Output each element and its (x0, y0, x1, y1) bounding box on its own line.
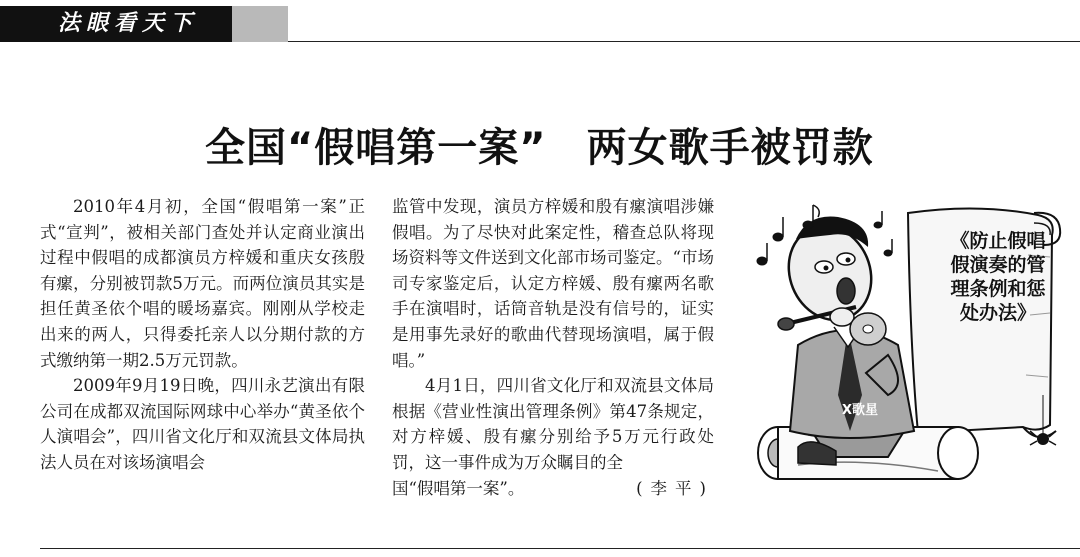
article-paragraph-end: 国“假唱第一案”。 (392, 478, 525, 498)
article-paragraph: 监管中发现，演员方梓媛和殷有瘰演唱涉嫌假唱。为了尽快对此案定性，稽查总队将现场资料等文件送到文化部市场司鉴定。“市场司专家鉴定后，认定方梓媛、殷有瘰两名歌手在演唱时，话筒音轨是没有信号的，证实是用事先录好的歌曲代替现场演唱，属于假唱。” (392, 197, 714, 370)
byline-row (392, 476, 714, 502)
headline-part-2: 两女歌手被罚款 (586, 125, 874, 171)
article-column-1 (40, 194, 365, 476)
header-divider (288, 41, 1080, 42)
article-paragraph: 2010年4月初，全国“假唱第一案”正式“宣判”，被相关部门查处并认定商业演出过程中假唱的成都演员方梓媛和重庆女孩殷有瘰，分别被罚款5万元。而两位演员其实是担任黄圣依个唱的暖场嘉宾。刚刚从学校走出来的两人，只得委托亲人以分期付款的方式缴纳第一期2.5万元罚款。 (40, 197, 365, 370)
author-byline: (李平) (636, 478, 714, 498)
section-title: 法眼看天下 (58, 11, 199, 36)
article-headline (205, 118, 925, 178)
article-column-2 (392, 194, 714, 501)
section-header-accent (232, 6, 288, 42)
singer-figure-icon (775, 214, 914, 465)
bottom-divider (40, 548, 1080, 549)
article-paragraph: 4月1日，四川省文化厅和双流县文体局根据《营业性演出管理条例》第47条规定，对方梓媛、殷有瘰分别给予5万元行政处罚，这一事件成为万众瞩目的全 (392, 376, 714, 472)
headline-part-1: 全国“假唱第一案” (205, 125, 547, 171)
cartoon-illustration (738, 195, 1080, 485)
article-paragraph: 2009年9月19日晚，四川永艺演出有限公司在成都双流国际网球中心举办“黄圣依个人演唱会”，四川省文化厅和双流县文体局执法人员在对该场演唱会 (40, 376, 365, 472)
scroll-text: 《防止假唱假演奏的管理条例和惩处办法》 (950, 230, 1046, 324)
singer-badge: X歌星 (841, 403, 879, 418)
cd-disc-icon (850, 313, 886, 345)
